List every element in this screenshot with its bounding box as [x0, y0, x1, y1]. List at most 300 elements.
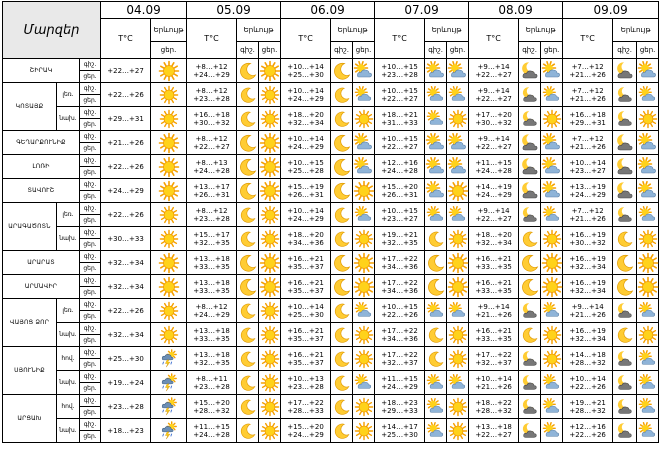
- suncloud-icon: [447, 203, 469, 227]
- temperature-range: +10…+14 +24…+29: [281, 83, 331, 107]
- sun-icon: [541, 107, 563, 131]
- temperature-range: +16…+21 +35…+37: [281, 275, 331, 299]
- day-header: ցեր.: [541, 42, 563, 59]
- temperature-range: +16…+19 +32…+34: [563, 323, 613, 347]
- moon-icon: [613, 251, 637, 275]
- day-night-label: ցեր.: [80, 287, 101, 299]
- temperature-range: +9…+14 +22…+27: [469, 203, 519, 227]
- mooncloud-icon: [519, 107, 541, 131]
- mooncloud-icon: [613, 83, 637, 107]
- day-night-label: ցեր.: [80, 263, 101, 275]
- sun-icon: [151, 323, 187, 347]
- temperature-range: +16…+19 +30…+32: [563, 227, 613, 251]
- moon-icon: [331, 83, 353, 107]
- temperature-range: +16…+18 +30…+32: [187, 107, 237, 131]
- temperature-range: +16…+21 +33…+35: [469, 251, 519, 275]
- temperature-range: +24…+29: [101, 179, 151, 203]
- temperature-range: +13…+18 +33…+35: [187, 251, 237, 275]
- sun-icon: [447, 275, 469, 299]
- day-night-label: ցեր.: [80, 311, 101, 323]
- suncloud-icon: [353, 299, 375, 323]
- night-header: գիշ.: [425, 42, 447, 59]
- temperature-range: +13…+18 +32…+35: [187, 347, 237, 371]
- day-night-label: ցեր.: [80, 407, 101, 419]
- sun-icon: [259, 203, 281, 227]
- temperature-range: +8…+12 +24…+29: [187, 299, 237, 323]
- suncloud-icon: [637, 299, 659, 323]
- temperature-range: +16…+19 +32…+34: [563, 275, 613, 299]
- mooncloud-icon: [519, 203, 541, 227]
- table-row: [3, 59, 659, 71]
- sun-icon: [151, 227, 187, 251]
- day-night-label: ցեր.: [80, 215, 101, 227]
- day-night-label: գիշ.: [80, 155, 101, 167]
- day-night-label: ցեր.: [80, 167, 101, 179]
- temperature-range: +7…+12 +21…+26: [563, 203, 613, 227]
- moon-icon: [331, 299, 353, 323]
- temperature-range: +10…+14 +25…+30: [281, 299, 331, 323]
- suncloud-icon: [425, 371, 447, 395]
- temperature-range: +22…+27: [101, 59, 151, 83]
- region-name: ՍՅՈՒՆԻՔ: [3, 347, 57, 395]
- sunstorm-icon: [151, 347, 187, 371]
- suncloud-icon: [637, 155, 659, 179]
- suncloud-icon: [353, 371, 375, 395]
- temperature-range: +16…+19 +32…+34: [563, 251, 613, 275]
- region-name: ԱՐՄԱՎԻՐ: [3, 275, 80, 299]
- suncloud-icon: [447, 299, 469, 323]
- night-header: գիշ.: [519, 42, 541, 59]
- suncloud-icon: [637, 59, 659, 83]
- sun-icon: [637, 107, 659, 131]
- temperature-range: +10…+15 +22…+27: [375, 83, 425, 107]
- temp-header: T°C: [469, 19, 519, 59]
- temperature-range: +18…+22 +28…+32: [469, 395, 519, 419]
- temperature-range: +32…+34: [101, 323, 151, 347]
- temperature-range: +22…+26: [101, 203, 151, 227]
- sun-icon: [637, 227, 659, 251]
- suncloud-icon: [425, 299, 447, 323]
- suncloud-icon: [353, 83, 375, 107]
- moon-icon: [519, 251, 541, 275]
- suncloud-icon: [425, 131, 447, 155]
- temp-header: T°C: [187, 19, 237, 59]
- temperature-range: +15…+17 +32…+35: [187, 227, 237, 251]
- temperature-range: +18…+23 +29…+33: [375, 395, 425, 419]
- table-row: [3, 275, 659, 287]
- phenomenon-header: Երևույթ: [613, 19, 659, 42]
- suncloud-icon: [425, 179, 447, 203]
- suncloud-icon: [541, 371, 563, 395]
- temperature-range: +10…+14 +24…+29: [281, 131, 331, 155]
- temperature-range: +22…+26: [101, 83, 151, 107]
- temperature-range: +17…+20 +30…+32: [469, 107, 519, 131]
- moon-icon: [331, 131, 353, 155]
- phenomenon-header: Երևույթ: [237, 19, 281, 42]
- temperature-range: +29…+31: [101, 107, 151, 131]
- mooncloud-icon: [613, 419, 637, 443]
- moon-icon: [331, 227, 353, 251]
- zone-name: հով.: [57, 347, 80, 371]
- sun-icon: [541, 251, 563, 275]
- temperature-range: +11…+15 +24…+28: [187, 419, 237, 443]
- sun-icon: [353, 227, 375, 251]
- sun-icon: [637, 323, 659, 347]
- sun-icon: [259, 155, 281, 179]
- temperature-range: +17…+22 +34…+36: [375, 323, 425, 347]
- temperature-range: +15…+20 +28…+32: [187, 395, 237, 419]
- temperature-range: +7…+12 +21…+26: [563, 83, 613, 107]
- temperature-range: +17…+22 +34…+36: [375, 251, 425, 275]
- day-night-label: ցեր.: [80, 143, 101, 155]
- mooncloud-icon: [519, 179, 541, 203]
- moon-icon: [237, 203, 259, 227]
- mooncloud-icon: [613, 299, 637, 323]
- day-header: ցեր.: [151, 42, 187, 59]
- sun-icon: [259, 59, 281, 83]
- suncloud-icon: [541, 395, 563, 419]
- zone-name: նախ.: [57, 107, 80, 131]
- sun-icon: [151, 203, 187, 227]
- temperature-range: +17…+22 +28…+33: [281, 395, 331, 419]
- temperature-range: +10…+15 +23…+28: [375, 59, 425, 83]
- suncloud-icon: [637, 419, 659, 443]
- mooncloud-icon: [519, 83, 541, 107]
- temperature-range: +10…+15 +25…+28: [281, 155, 331, 179]
- date-header: 04.09: [101, 2, 187, 19]
- day-night-label: գիշ.: [80, 227, 101, 239]
- temperature-range: +16…+18 +29…+31: [563, 107, 613, 131]
- sun-icon: [541, 227, 563, 251]
- sun-icon: [353, 251, 375, 275]
- sun-icon: [353, 419, 375, 443]
- temp-header: T°C: [563, 19, 613, 59]
- day-night-label: գիշ.: [80, 323, 101, 335]
- forecast-table: [2, 1, 659, 443]
- temperature-range: +10…+14 +21…+26: [469, 371, 519, 395]
- moon-icon: [613, 275, 637, 299]
- mooncloud-icon: [519, 299, 541, 323]
- region-name: ԱՐԱՐԱՏ: [3, 251, 80, 275]
- moon-icon: [519, 275, 541, 299]
- suncloud-icon: [425, 83, 447, 107]
- temperature-range: +19…+21 +28…+32: [563, 395, 613, 419]
- moon-icon: [237, 275, 259, 299]
- table-row: [3, 347, 659, 359]
- sun-icon: [259, 131, 281, 155]
- day-night-label: գիշ.: [80, 347, 101, 359]
- sun-icon: [353, 179, 375, 203]
- temp-header: T°C: [375, 19, 425, 59]
- temperature-range: +7…+12 +21…+26: [563, 59, 613, 83]
- temperature-range: +25…+30: [101, 347, 151, 371]
- mooncloud-icon: [613, 203, 637, 227]
- suncloud-icon: [541, 203, 563, 227]
- temperature-range: +16…+21 +35…+37: [281, 347, 331, 371]
- zone-name: հով.: [57, 395, 80, 419]
- table-row: [3, 371, 659, 383]
- temperature-range: +10…+14 +24…+29: [281, 203, 331, 227]
- table-row: [3, 395, 659, 407]
- sunstorm-icon: [151, 395, 187, 419]
- sun-icon: [151, 179, 187, 203]
- suncloud-icon: [447, 155, 469, 179]
- suncloud-icon: [447, 83, 469, 107]
- temperature-range: +9…+14 +21…+26: [563, 299, 613, 323]
- sun-icon: [151, 155, 187, 179]
- suncloud-icon: [447, 371, 469, 395]
- temperature-range: +10…+14 +23…+27: [563, 155, 613, 179]
- temperature-range: +14…+19 +24…+29: [469, 179, 519, 203]
- temperature-range: +11…+15 +24…+28: [469, 155, 519, 179]
- day-header: ցեր.: [447, 42, 469, 59]
- temperature-range: +22…+26: [101, 155, 151, 179]
- suncloud-icon: [353, 203, 375, 227]
- temperature-range: +15…+20 +24…+29: [281, 419, 331, 443]
- region-name: ԱՐԱԳԱԾՈՏՆ: [3, 203, 57, 251]
- table-row: [3, 179, 659, 191]
- temperature-range: +10…+15 +22…+26: [375, 299, 425, 323]
- mooncloud-icon: [613, 59, 637, 83]
- date-header: 05.09: [187, 2, 281, 19]
- temp-header: T°C: [101, 19, 151, 59]
- sun-icon: [447, 227, 469, 251]
- temperature-range: +13…+18 +22…+27: [469, 419, 519, 443]
- suncloud-icon: [541, 131, 563, 155]
- moon-icon: [237, 227, 259, 251]
- day-night-label: գիշ.: [80, 131, 101, 143]
- sun-icon: [353, 107, 375, 131]
- day-night-label: գիշ.: [80, 251, 101, 263]
- sun-icon: [151, 299, 187, 323]
- moon-icon: [237, 395, 259, 419]
- region-name: ՎԱՅՈՑ ՁՈՐ: [3, 299, 57, 347]
- suncloud-icon: [541, 155, 563, 179]
- mooncloud-icon: [613, 131, 637, 155]
- mooncloud-icon: [613, 179, 637, 203]
- suncloud-icon: [447, 131, 469, 155]
- sun-icon: [259, 107, 281, 131]
- moon-icon: [425, 347, 447, 371]
- mooncloud-icon: [613, 371, 637, 395]
- temperature-range: +18…+23: [101, 419, 151, 443]
- temperature-range: +16…+21 +35…+37: [281, 323, 331, 347]
- zone-name: նախ.: [57, 227, 80, 251]
- temperature-range: +19…+21 +32…+35: [375, 227, 425, 251]
- zone-name: լեռ.: [57, 83, 80, 107]
- sun-icon: [541, 347, 563, 371]
- sun-icon: [151, 107, 187, 131]
- moon-icon: [331, 347, 353, 371]
- sun-icon: [541, 275, 563, 299]
- temperature-range: +10…+13 +23…+28: [281, 371, 331, 395]
- temperature-range: +14…+17 +25…+30: [375, 419, 425, 443]
- suncloud-icon: [425, 203, 447, 227]
- suncloud-icon: [637, 179, 659, 203]
- temperature-range: +9…+14 +22…+27: [469, 131, 519, 155]
- suncloud-icon: [541, 419, 563, 443]
- date-header: 08.09: [469, 2, 563, 19]
- sun-icon: [259, 275, 281, 299]
- day-night-label: գիշ.: [80, 107, 101, 119]
- temperature-range: +17…+22 +34…+36: [375, 275, 425, 299]
- sun-icon: [447, 419, 469, 443]
- day-night-label: ցեր.: [80, 95, 101, 107]
- date-header: 06.09: [281, 2, 375, 19]
- sun-icon: [447, 395, 469, 419]
- suncloud-icon: [637, 395, 659, 419]
- day-night-label: ցեր.: [80, 335, 101, 347]
- mooncloud-icon: [613, 107, 637, 131]
- temperature-range: +14…+18 +28…+32: [563, 347, 613, 371]
- temperature-range: +23…+28: [101, 395, 151, 419]
- mooncloud-icon: [613, 155, 637, 179]
- day-night-label: գիշ.: [80, 371, 101, 383]
- temperature-range: +8…+12 +23…+28: [187, 83, 237, 107]
- sun-icon: [259, 323, 281, 347]
- sun-icon: [259, 395, 281, 419]
- suncloud-icon: [425, 59, 447, 83]
- mooncloud-icon: [613, 347, 637, 371]
- day-night-label: ցեր.: [80, 119, 101, 131]
- temperature-range: +8…+12 +22…+27: [187, 131, 237, 155]
- sun-icon: [447, 107, 469, 131]
- sun-icon: [151, 83, 187, 107]
- region-name: ԱՐՑԱԽ: [3, 395, 57, 443]
- mooncloud-icon: [519, 371, 541, 395]
- mooncloud-icon: [519, 59, 541, 83]
- region-name: ԿՈՏԱՅՔ: [3, 83, 57, 131]
- date-header: 07.09: [375, 2, 469, 19]
- temperature-range: +10…+14 +25…+30: [281, 59, 331, 83]
- day-header: ցեր.: [353, 42, 375, 59]
- sun-icon: [259, 179, 281, 203]
- table-row: [3, 83, 659, 95]
- phenomenon-header: Երևույթ: [519, 19, 563, 42]
- night-header: գիշ.: [613, 42, 637, 59]
- sun-icon: [353, 347, 375, 371]
- table-row: [3, 323, 659, 335]
- suncloud-icon: [425, 155, 447, 179]
- suncloud-icon: [353, 131, 375, 155]
- day-night-label: ցեր.: [80, 431, 101, 443]
- suncloud-icon: [541, 59, 563, 83]
- suncloud-icon: [353, 155, 375, 179]
- temperature-range: +9…+14 +22…+27: [469, 59, 519, 83]
- suncloud-icon: [637, 83, 659, 107]
- temperature-range: +8…+12 +23…+28: [187, 203, 237, 227]
- day-night-label: ցեր.: [80, 383, 101, 395]
- sun-icon: [151, 275, 187, 299]
- sunstorm-icon: [151, 419, 187, 443]
- zone-name: նախ.: [57, 371, 80, 395]
- temperature-range: +30…+33: [101, 227, 151, 251]
- temperature-range: +17…+22 +32…+37: [469, 347, 519, 371]
- day-night-label: գիշ.: [80, 179, 101, 191]
- moon-icon: [331, 155, 353, 179]
- day-night-label: գիշ.: [80, 203, 101, 215]
- zone-name: նախ.: [57, 323, 80, 347]
- region-name: ՇԻՐԱԿ: [3, 59, 80, 83]
- region-name: ԳԵՂԱՐՔՈՒՆԻՔ: [3, 131, 80, 155]
- day-night-label: գիշ.: [80, 59, 101, 71]
- mooncloud-icon: [519, 131, 541, 155]
- day-night-label: գիշ.: [80, 395, 101, 407]
- temperature-range: +21…+26: [101, 131, 151, 155]
- sun-icon: [353, 323, 375, 347]
- temperature-range: +16…+21 +33…+35: [469, 323, 519, 347]
- phenomenon-header: Երևույթ: [151, 19, 187, 42]
- moon-icon: [331, 371, 353, 395]
- moon-icon: [237, 251, 259, 275]
- moon-icon: [237, 179, 259, 203]
- suncloud-icon: [353, 59, 375, 83]
- sun-icon: [259, 251, 281, 275]
- sun-icon: [447, 347, 469, 371]
- sun-icon: [447, 323, 469, 347]
- region-header: Մարզեր: [3, 2, 101, 59]
- moon-icon: [237, 371, 259, 395]
- sun-icon: [637, 251, 659, 275]
- temperature-range: +17…+22 +32…+37: [375, 347, 425, 371]
- day-night-label: գիշ.: [80, 275, 101, 287]
- temperature-range: +18…+21 +31…+33: [375, 107, 425, 131]
- sun-icon: [447, 179, 469, 203]
- temperature-range: +15…+19 +26…+31: [281, 179, 331, 203]
- moon-icon: [237, 59, 259, 83]
- temperature-range: +13…+19 +24…+29: [563, 179, 613, 203]
- suncloud-icon: [425, 107, 447, 131]
- moon-icon: [425, 275, 447, 299]
- moon-icon: [331, 179, 353, 203]
- moon-icon: [331, 323, 353, 347]
- mooncloud-icon: [519, 155, 541, 179]
- temperature-range: +16…+21 +35…+37: [281, 251, 331, 275]
- moon-icon: [519, 227, 541, 251]
- day-night-label: ցեր.: [80, 239, 101, 251]
- day-night-label: ցեր.: [80, 71, 101, 83]
- day-header: ցեր.: [637, 42, 659, 59]
- moon-icon: [331, 419, 353, 443]
- moon-icon: [237, 107, 259, 131]
- temperature-range: +13…+18 +33…+35: [187, 275, 237, 299]
- moon-icon: [237, 155, 259, 179]
- suncloud-icon: [447, 59, 469, 83]
- suncloud-icon: [541, 179, 563, 203]
- day-night-label: ցեր.: [80, 359, 101, 371]
- suncloud-icon: [637, 203, 659, 227]
- table-row: [3, 419, 659, 431]
- zone-name: լեռ.: [57, 203, 80, 227]
- moon-icon: [237, 131, 259, 155]
- temperature-range: +32…+34: [101, 251, 151, 275]
- mooncloud-icon: [519, 347, 541, 371]
- mooncloud-icon: [613, 395, 637, 419]
- moon-icon: [613, 323, 637, 347]
- sun-icon: [259, 299, 281, 323]
- moon-icon: [331, 275, 353, 299]
- moon-icon: [331, 251, 353, 275]
- moon-icon: [425, 251, 447, 275]
- date-header: 09.09: [563, 2, 659, 19]
- day-night-label: գիշ.: [80, 299, 101, 311]
- temperature-range: +8…+12 +24…+29: [187, 59, 237, 83]
- sun-icon: [151, 251, 187, 275]
- table-row: [3, 251, 659, 263]
- temperature-range: +19…+24: [101, 371, 151, 395]
- night-header: գիշ.: [237, 42, 259, 59]
- table-row: [3, 299, 659, 311]
